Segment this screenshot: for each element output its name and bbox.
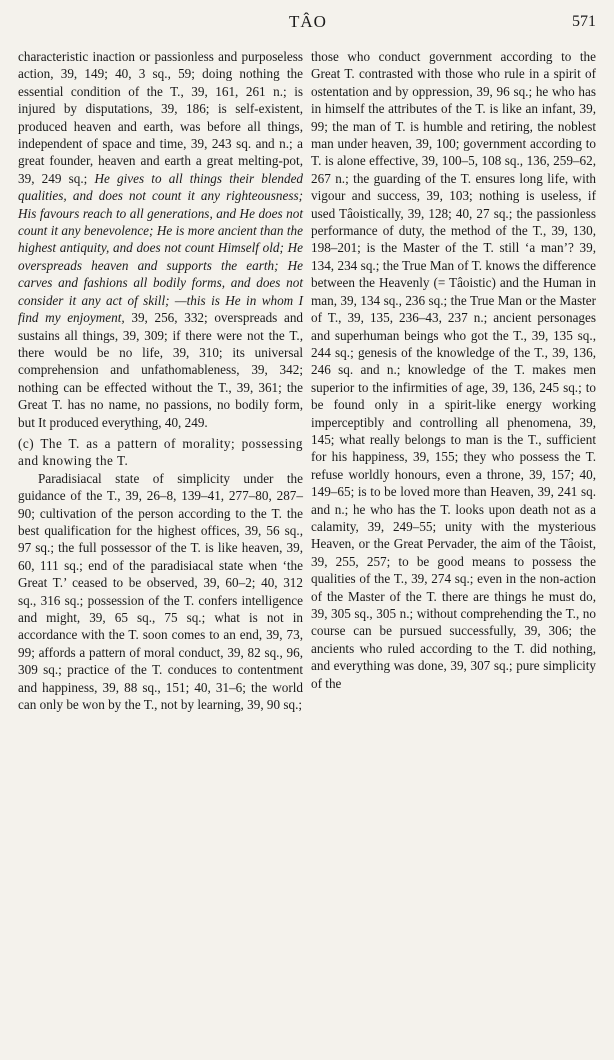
- index-entry-continued: those who conduct government according to the Great T. contrasted with those who rule in a spirit of ostentation and by oppression, 39, 96 sq.; he who has in himself the attributes of the T. is like an infant, 39, 99; the man of T. is humble and retiring, the noblest man under heaven, 39, 100; government according to T. is alone effective, 39, 100–5, 108 sq., 136, 259–62, 267 n.; the guarding of the T. ensures long life, with vigour and success, 39, 103; nothing is useless, if used Tâoistically, 39, 128; 40, 27 sq.; the passionless performance of duty, the method of the T., 39, 130, 198–201; is the Master of the T. still ‘a man’? 39, 134, 234 sq.; the True Man of T. knows the difference between the Heavenly (= Tâoistic) and the Human in man, 39, 134 sq., 236 sq.; the True Man or the Master of T., 39, 135, 236–43, 237 n.; ancient personages and superhuman beings who got the T., 39, 135 sq., 244 sq.; genesis of the knowledge of the T., 39, 136, 246 sq. and n.; knowledge of the T. makes men superior to the infirmities of age, 39, 136, 245 sq.; to be found only in a spirit-like energy working imperceptibly and controlling all phenomena, 39, 145; what really belongs to man is the T., sufficient for his happiness, 39, 155; they who possess the T. refuse worldly honours, even a throne, 39, 157; 40, 149–65; is to be loved more than Heaven, 39, 241 sq. and n.; he who has the T. looks upon death not as a calamity, 39, 249–55; unity with the mysterious Heaven, or the Great Pervader, the aim of the Tâoist, 39, 255, 257; to be good means to possess the qualities of the T., 39, 274 sq.; even in the non-action of the Master of the T. there are things he must do, 39, 305 sq., 305 n.; without comprehending the T., no course can be pursued successfully, 39, 306; the ancients who ruled according to the T. did nothing, and everything was done, 39, 307 sq.; pure simplicity of the: [311, 49, 596, 691]
- entry-text: characteristic inaction or passionless and purposeless action, 39, 149; 40, 3 sq., 59; doing nothing the essential condition of the T., 39, 161, 261 n.; is injured by disputations, 39, 186; is self-existent, produced heaven and earth, was before all things, independent of space and time, 39, 243 sq. and n.; a great founder, heaven and earth a great melting-pot, 39, 249 sq.;: [18, 49, 303, 186]
- running-title: TÂO: [289, 12, 327, 31]
- entry-text: 39, 256, 332; overspreads and sustains all things, 39, 309; if there were not the T., there would be no life, 39, 310; its universal comprehension and unfathomableness, 39, 342; nothing can be effected without the T., 39, 361; the Great T. has no name, no passions, no bodily form, but It produced everything, 40, 249.: [18, 310, 304, 430]
- page-number: 571: [572, 13, 596, 30]
- italic-quotation: He gives to all things their blended qualities, and does not count it any righteousness; His favours reach to all generations, and He does not count it any benevolence; He is more ancient than the highest antiquity, and does not count Himself old; He overspreads heaven and supports the earth; He carves and fashions all bodily forms, and does not consider it any act of skill; —this is He in whom I find my enjoyment,: [18, 170, 304, 326]
- index-entry-continued: [18, 48, 303, 431]
- right-column: [311, 48, 596, 692]
- left-column: [18, 48, 303, 713]
- section-title: The T. as a pattern of morality; possessing and knowing the T.: [18, 435, 303, 469]
- section-heading: [18, 435, 303, 470]
- index-entry: Paradisiacal state of simplicity under the guidance of the T., 39, 26–8, 139–41, 277–80, 287–90; cultivation of the person according to the T. the best qualification for the highest offices, 39, 56 sq., 97 sq.; the full possessor of the T. is like heaven, 39, 60, 111 sq.; end of the paradisiacal state when ‘the Great T.’ ceased to be observed, 39, 60–2; 40, 312 sq., 316 sq.; possession of the T. confers intelligence and might, 39, 65 sq., 75 sq.; what is not in accordance with the T. soon comes to an end, 39, 73, 99; affords a pattern of moral conduct, 39, 82 sq., 96, 309 sq.; practice of the T. conduces to contentment and happiness, 39, 88 sq., 151; 40, 31–6; the world can only be won by the T., not by learning, 39, 90 sq.;: [18, 470, 303, 713]
- section-label: (c): [18, 435, 35, 451]
- running-header: [20, 12, 596, 36]
